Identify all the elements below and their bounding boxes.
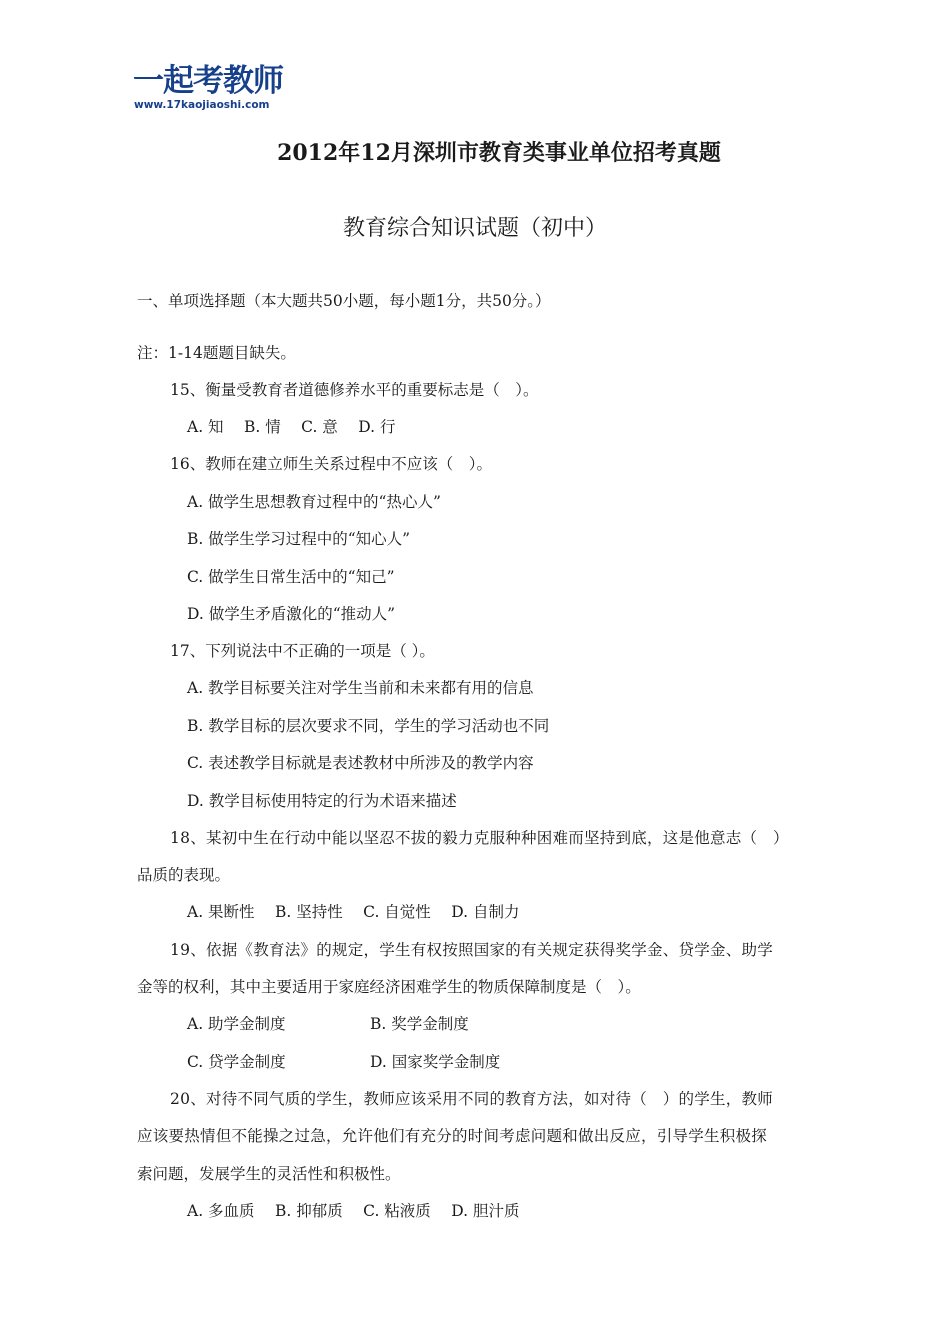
logo-url: www.17kaojiaoshi.com <box>134 99 270 111</box>
question-18-stem-line1: 18、某初中生在行动中能以坚忍不拔的毅力克服种种困难而坚持到底，这是他意志（ ） <box>170 829 789 847</box>
question-18-options: A. 果断性 B. 坚持性 C. 自觉性 D. 自制力 <box>187 903 520 921</box>
question-17-option-b: B. 教学目标的层次要求不同，学生的学习活动也不同 <box>187 717 550 735</box>
question-17-option-a: A. 教学目标要关注对学生当前和未来都有用的信息 <box>187 679 534 697</box>
logo-text: 一起考教师 <box>133 63 283 99</box>
question-16-option-d: D. 做学生矛盾激化的“推动人” <box>187 605 396 623</box>
brand-logo <box>133 64 308 114</box>
question-16-stem: 16、教师在建立师生关系过程中不应该（ ）。 <box>170 455 492 473</box>
question-15-stem: 15、衡量受教育者道德修养水平的重要标志是（ ）。 <box>170 381 539 399</box>
document-title: 2012年12月深圳市教育类事业单位招考真题 <box>277 140 721 166</box>
document-subtitle: 教育综合知识试题（初中） <box>342 216 607 241</box>
question-17-option-c: C. 表述教学目标就是表述教材中所涉及的教学内容 <box>187 754 534 772</box>
note: 注：1-14题题目缺失。 <box>137 344 296 362</box>
question-19-stem-line1: 19、依据《教育法》的规定，学生有权按照国家的有关规定获得奖学金、贷学金、助学 <box>170 941 773 959</box>
question-19-option-a: A. 助学金制度 <box>187 1015 286 1033</box>
question-20-stem-line1: 20、对待不同气质的学生，教师应该采用不同的教育方法，如对待（ ）的学生，教师 <box>170 1090 773 1108</box>
question-19-option-b: B. 奖学金制度 <box>370 1015 469 1033</box>
section-heading: 一、单项选择题（本大题共50小题，每小题1分，共50分。） <box>137 292 551 310</box>
question-20-stem-line3: 索问题，发展学生的灵活性和积极性。 <box>137 1165 401 1183</box>
question-19-stem-line2: 金等的权利，其中主要适用于家庭经济困难学生的物质保障制度是（ ）。 <box>137 978 641 996</box>
question-16-option-a: A. 做学生思想教育过程中的“热心人” <box>187 493 441 511</box>
question-16-option-c: C. 做学生日常生活中的“知己” <box>187 568 395 586</box>
question-18-stem-line2: 品质的表现。 <box>137 866 231 884</box>
question-20-stem-line2: 应该要热情但不能操之过急，允许他们有充分的时间考虑问题和做出反应，引导学生积极探 <box>137 1127 768 1145</box>
question-17-option-d: D. 教学目标使用特定的行为术语来描述 <box>187 792 457 810</box>
question-19-option-c: C. 贷学金制度 <box>187 1053 286 1071</box>
question-19-option-d: D. 国家奖学金制度 <box>370 1053 501 1071</box>
question-20-options: A. 多血质 B. 抑郁质 C. 粘液质 D. 胆汁质 <box>187 1202 520 1220</box>
question-15-options: A. 知 B. 情 C. 意 D. 行 <box>187 418 396 436</box>
question-17-stem: 17、下列说法中不正确的一项是（ ）。 <box>170 642 435 660</box>
question-16-option-b: B. 做学生学习过程中的“知心人” <box>187 530 411 548</box>
